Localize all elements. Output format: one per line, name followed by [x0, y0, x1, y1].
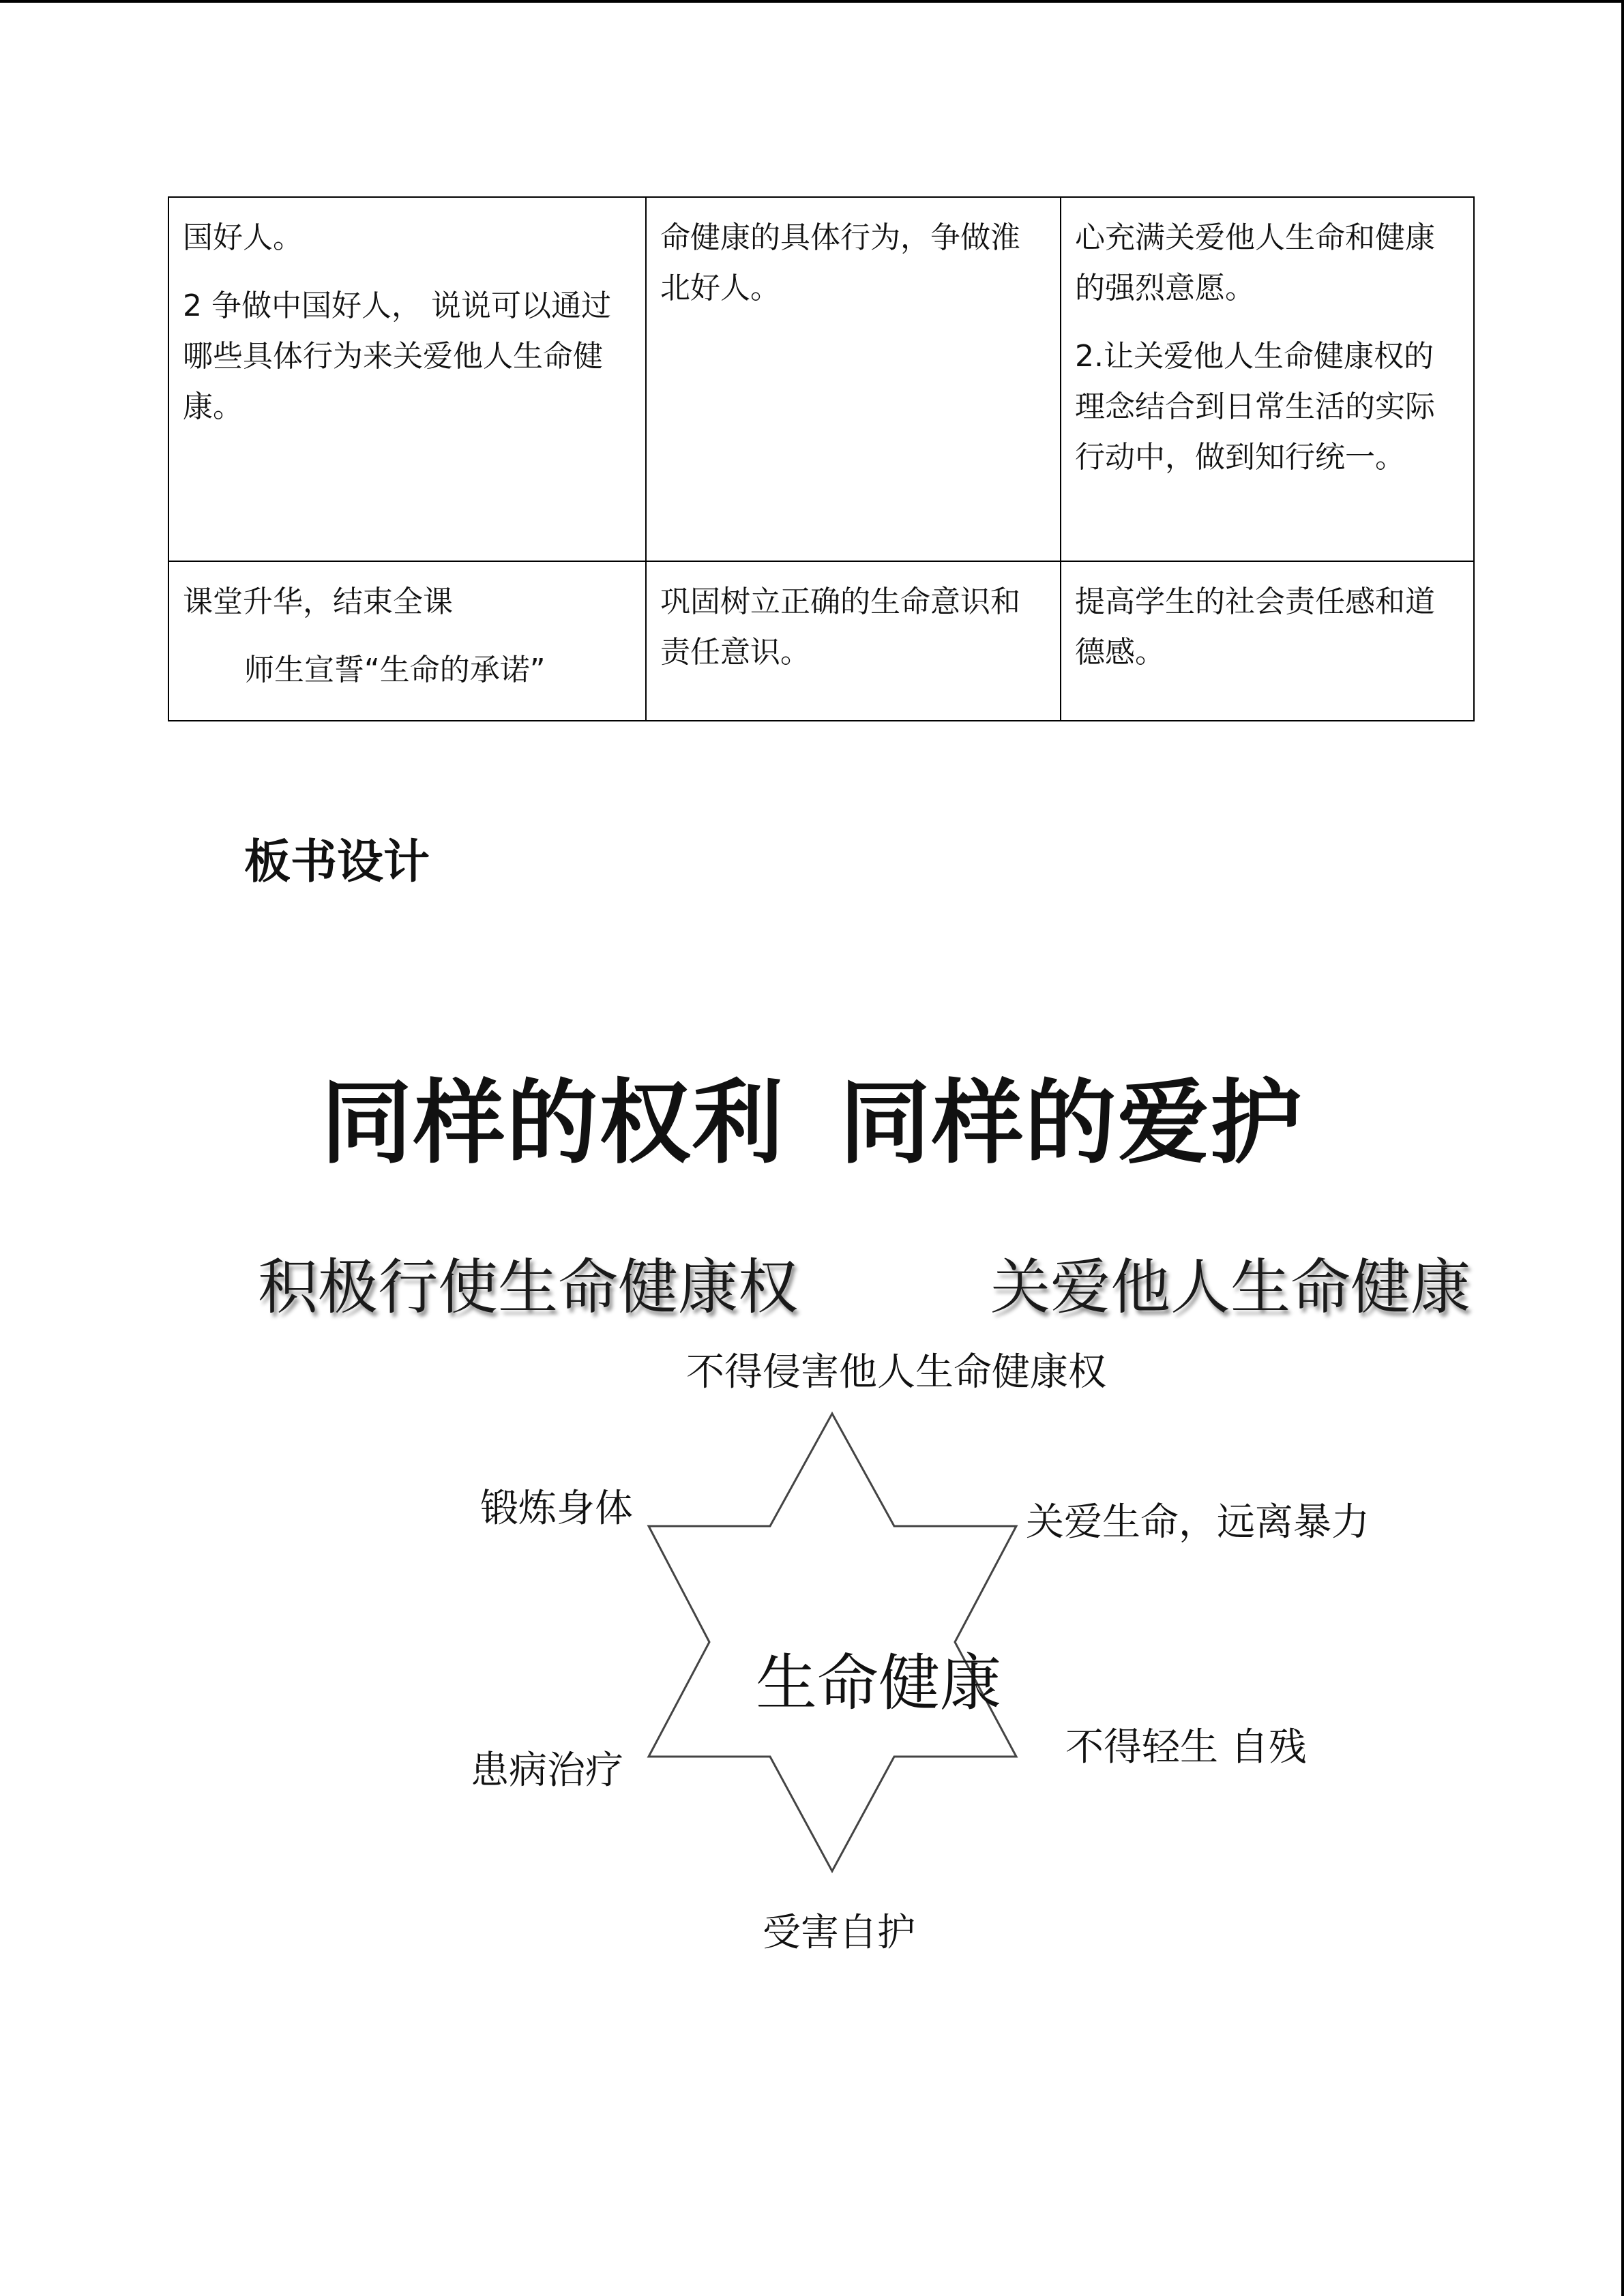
star-label-upper-left: 锻炼身体: [480, 1487, 633, 1531]
cell-paragraph: 2 争做中国好人， 说说可以通过哪些具体行为来关爱他人生命健康。: [183, 288, 611, 424]
cell-paragraph: 国好人。: [183, 220, 303, 255]
section-title: 板书设计: [244, 835, 430, 889]
star-label-bottom: 受害自护: [763, 1911, 915, 1955]
board-subtitle-right: 关爱他人生命健康: [990, 1252, 1471, 1322]
cell-paragraph: 2.让关爱他人生命健康权的理念结合到日常生活的实际行动中，做到知行统一。: [1075, 339, 1435, 475]
cell-paragraph: 师生宣誓“生命的承诺”: [244, 653, 546, 687]
star-center-label: 生命健康: [756, 1648, 1001, 1719]
cell-paragraph: 巩固树立正确的生命意识和责任意识。: [660, 584, 1020, 670]
star-label-upper-right: 关爱生命，远离暴力: [1026, 1500, 1370, 1545]
cell-paragraph: 命健康的具体行为，争做淮北好人。: [660, 220, 1020, 305]
cell-paragraph: 提高学生的社会责任感和道德感。: [1075, 584, 1435, 670]
star-label-top: 不得侵害他人生命健康权: [686, 1350, 1106, 1395]
star-label-lower-left: 患病治疗: [471, 1748, 623, 1793]
cell-paragraph: 心充满关爱他人生命和健康的强烈意愿。: [1075, 220, 1435, 305]
star-label-lower-right: 不得轻生 自残: [1065, 1725, 1307, 1770]
board-title-left: 同样的权利: [321, 1070, 785, 1176]
cell-paragraph: 课堂升华，结束全课: [183, 584, 453, 619]
board-title-right: 同样的爱护: [839, 1070, 1303, 1176]
board-subtitle-left: 积极行使生命健康权: [258, 1252, 799, 1322]
